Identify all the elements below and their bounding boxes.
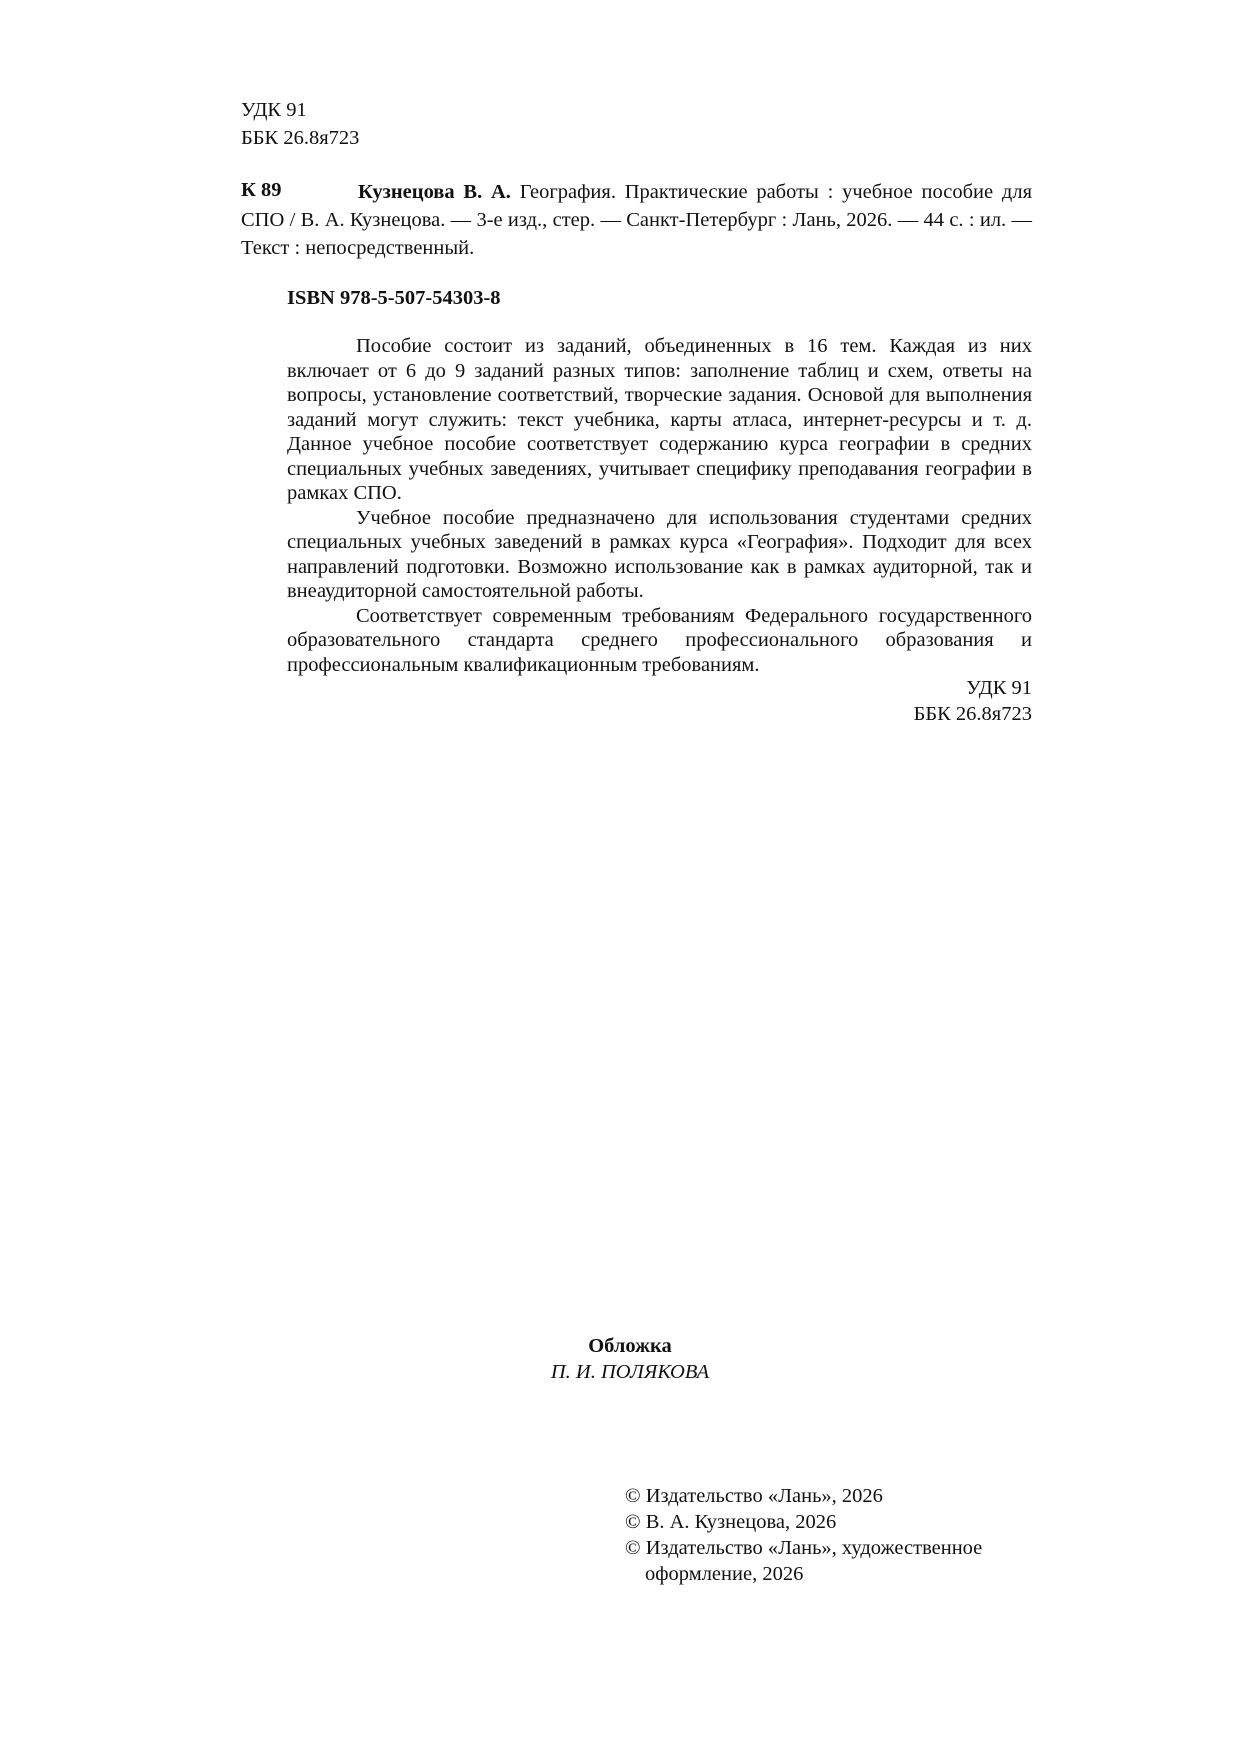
- bbk-code: ББК 26.8я723: [241, 127, 360, 149]
- cover-designer: П. И. ПОЛЯКОВА: [550, 1361, 710, 1383]
- annotation-paragraph: Пособие состоит из заданий, объединенных в 16 тем. Каждая из них включает от 6 до 9 заданий разных типов: заполнение таблиц и схем, ответы на вопросы, установление соответствий, творческие задания. Основой для выполнения заданий могут служить: текст учебника, карты атласа, интернет-ресурсы и т. д. Данное учебное пособие соответствует содержанию курса географии в средних специальных учебных заведениях, учитывает специфику преподавания географии в рамках СПО.: [287, 335, 1032, 504]
- udk-code: УДК 91: [966, 677, 1032, 699]
- classification-bottom: [812, 675, 1032, 727]
- udk-code: УДК 91: [241, 99, 307, 121]
- copyright-block: [625, 1483, 1045, 1587]
- bibliographic-description: География. Практические работы : учебное пособие для СПО / В. А. Кузнецова. — 3-е изд., стер. — Санкт-Петербург : Лань, 2026. — 44 с. : ил. — Текст : непосредственный.: [241, 181, 1033, 259]
- cover-label: Обложка: [588, 1335, 672, 1357]
- annotation-paragraph: Учебное пособие предназначено для использования студентами средних специальных учебных заведений в рамках курса «География». Подходит для всех направлений подготовки. Возможно использование как в рамках аудиторной, так и внеаудиторной самостоятельной работы.: [287, 506, 1032, 602]
- annotation-paragraph: Соответствует современным требованиям Федерального государственного образовательного стандарта среднего профессионального образования и профессиональным квалификационным требованиям.: [287, 604, 1032, 676]
- copyright-line-continuation: оформление, 2026: [645, 1563, 804, 1585]
- classification-top: [241, 96, 359, 152]
- bbk-code: ББК 26.8я723: [913, 703, 1032, 725]
- isbn: ISBN 978-5-507-54303-8: [287, 287, 501, 309]
- cover-credit: [420, 1333, 840, 1385]
- bibliographic-record: [241, 178, 1032, 262]
- annotation: [287, 334, 1032, 677]
- copyright-line: © Издательство «Лань», художественное: [625, 1537, 983, 1559]
- author-name: Кузнецова В. А.: [358, 181, 511, 203]
- copyright-line: © Издательство «Лань», 2026: [625, 1485, 883, 1507]
- author-sign: К 89: [241, 179, 282, 201]
- copyright-line: © В. А. Кузнецова, 2026: [625, 1511, 837, 1533]
